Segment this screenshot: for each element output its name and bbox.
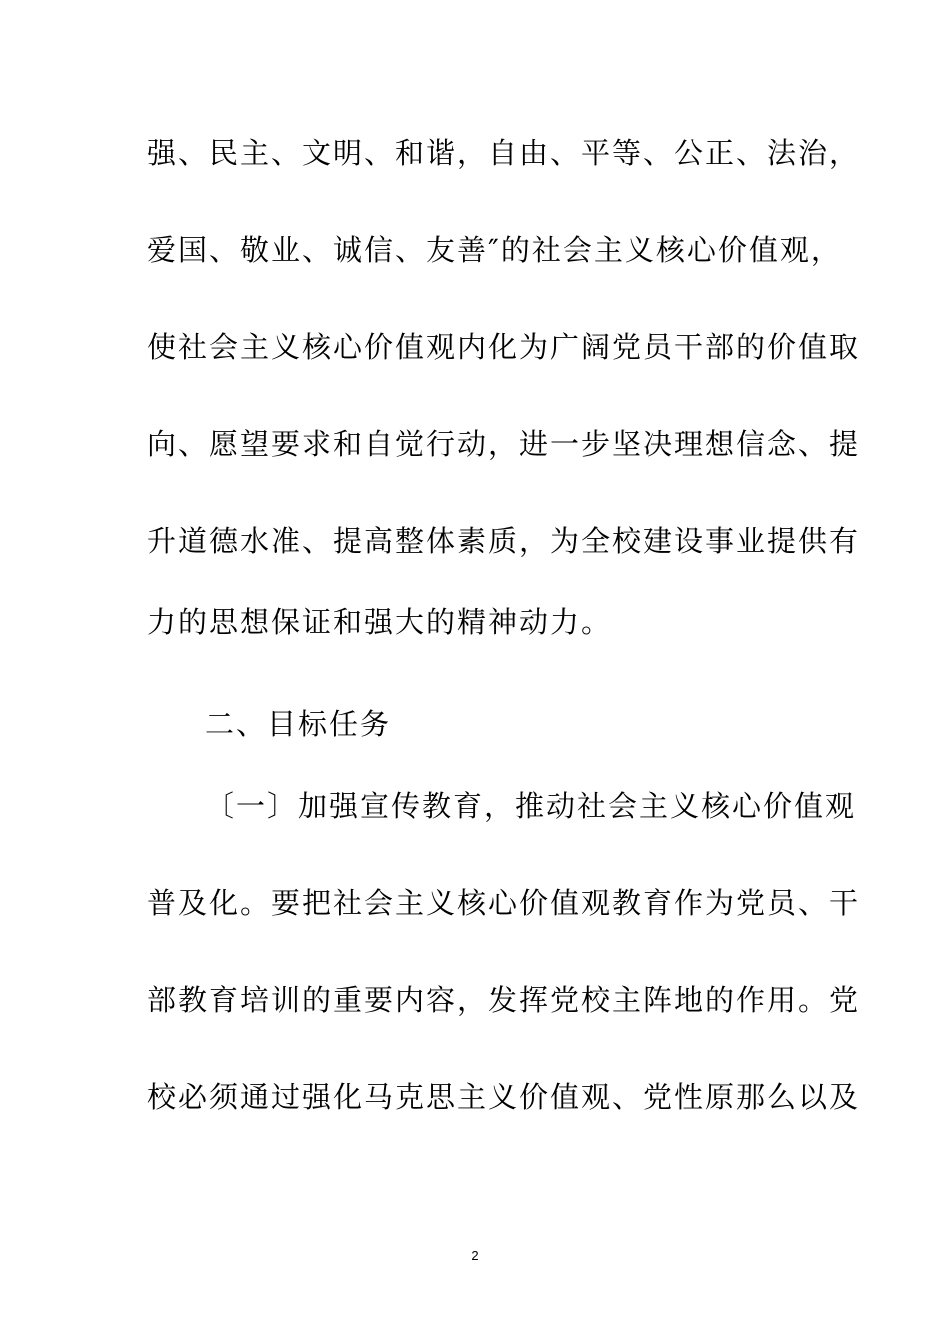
text-line: 校必须通过强化马克思主义价值观、党性原那么以及 [147, 1080, 861, 1114]
page-number: 2 [471, 1248, 479, 1263]
section-heading: 二、目标任务 [205, 707, 392, 741]
subsection-heading: 〔一〕加强宣传教育，推动社会主义核心价值观 [205, 789, 857, 823]
text-line: 力的思想保证和强大的精神动力。 [147, 605, 613, 639]
text-line: 普及化。要把社会主义核心价值观教育作为党员、干 [147, 886, 861, 920]
text-line: 使社会主义核心价值观内化为广阔党员干部的价值取 [147, 330, 861, 364]
text-line: 爱国、敬业、诚信、友善″的社会主义核心价值观， [147, 233, 842, 267]
text-line: 强、民主、文明、和谐，自由、平等、公正、法治， [147, 136, 861, 170]
text-line: 升道德水准、提高整体素质，为全校建设事业提供有 [147, 524, 861, 558]
text-line: 向、愿望要求和自觉行动，进一步坚决理想信念、提 [147, 427, 861, 461]
text-line: 部教育培训的重要内容，发挥党校主阵地的作用。党 [147, 983, 861, 1017]
